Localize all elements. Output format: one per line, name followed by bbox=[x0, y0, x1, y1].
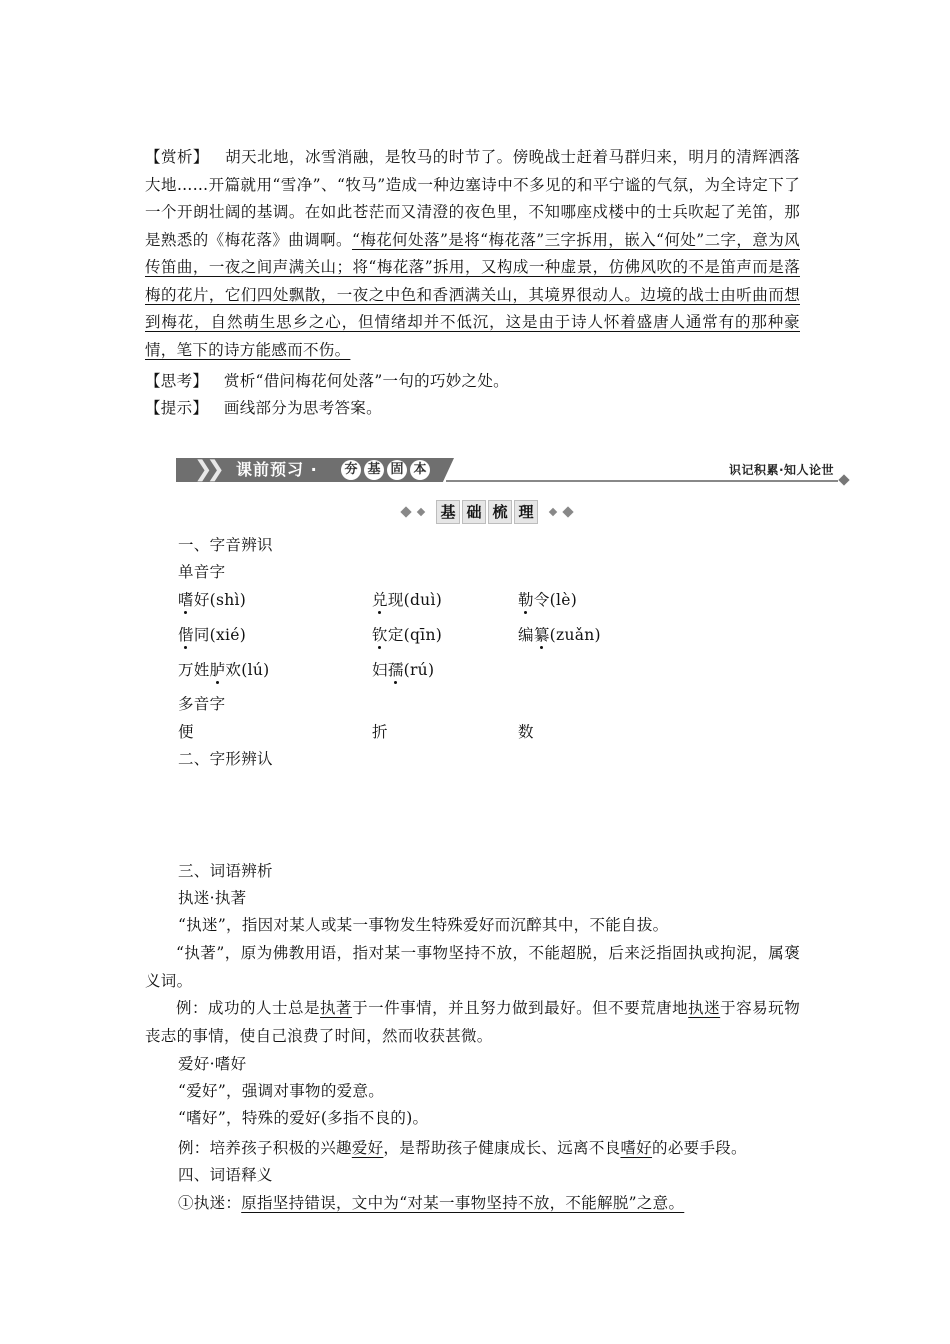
definition-paragraph: “执著”，原为佛教用语，指对某一事物坚持不放，不能超脱，后来泛指固执或拘泥，属褒义词。 bbox=[145, 944, 800, 990]
banner-circle-char: 本 bbox=[410, 460, 430, 480]
thinking-text: 赏析“借问梅花何处落”一句的巧妙之处。 bbox=[223, 372, 509, 390]
hint-label: 【提示】 bbox=[145, 399, 209, 417]
multi-char-item: 折 bbox=[372, 723, 388, 741]
definition-line: “嗜好”，特殊的爱好(多指不良的)。 bbox=[178, 1109, 429, 1127]
banner-rule bbox=[446, 480, 838, 482]
hint-line bbox=[145, 396, 382, 420]
underlined-answer: 原指坚持错误，文中为“对某一事物坚持不放，不能解脱”之意。 bbox=[241, 1194, 685, 1212]
pinyin-item: 偕同(xié) bbox=[178, 626, 247, 644]
section-banner bbox=[176, 456, 848, 486]
definition-line: “爱好”，强调对事物的爱意。 bbox=[178, 1082, 385, 1100]
pinyin-item: 钦定(qīn) bbox=[372, 626, 443, 644]
example-line: 例：培养孩子积极的兴趣爱好，是帮助孩子健康成长、远离不良嗜好的必要手段。 bbox=[178, 1139, 747, 1157]
heading-char: 梳 bbox=[488, 500, 512, 524]
dotted-char: 孺 bbox=[387, 661, 404, 679]
pinyin-item: 妇孺(rú) bbox=[372, 661, 435, 679]
part3-title: 三、词语辨析 bbox=[178, 862, 273, 880]
diamond-icon bbox=[838, 474, 849, 485]
pinyin-item: 万姓胪欢(lú) bbox=[178, 661, 270, 679]
appreciation-paragraph bbox=[145, 144, 800, 364]
appreciation-label: 【赏析】 bbox=[145, 148, 209, 166]
pinyin-item: 嗜好(shì) bbox=[178, 591, 247, 609]
single-char-label: 单音字 bbox=[178, 563, 226, 581]
appreciation-underlined-answer: “梅花何处落”是将“梅花落”三字拆用，嵌入“何处”二字，意为风传笛曲，一夜之间声满关山；将“梅花落”拆用，又构成一种虚景，仿佛风吹的不是笛声而是落梅的花片，它们四处飘散，一夜之中色和香洒满关山，其境界很动人。边境的战士由听曲而想到梅花，自然萌生思乡之心，但情绪却并不低沉，这是由于诗人怀着盛唐人通常有的那种豪情，笔下的诗方能感而不伤。 bbox=[145, 230, 800, 359]
part1-title: 一、字音辨识 bbox=[178, 536, 273, 554]
dotted-char: 偕 bbox=[178, 626, 194, 644]
banner-circle-char: 夯 bbox=[341, 460, 361, 480]
diamond-icon bbox=[549, 508, 557, 516]
multi-char-item: 便 bbox=[178, 723, 194, 741]
thinking-line bbox=[145, 369, 509, 393]
section-heading bbox=[398, 500, 576, 524]
underlined-word: 执著 bbox=[320, 999, 353, 1017]
banner-circle-char: 固 bbox=[387, 460, 407, 480]
part4-title: 四、词语释义 bbox=[178, 1166, 273, 1184]
diamond-icon bbox=[562, 506, 573, 517]
dotted-char: 兑 bbox=[372, 591, 388, 609]
example-paragraph: 例：成功的人士总是执著于一件事情，并且努力做到最好。但不要荒唐地执迷于容易玩物丧志的事情，使自己浪费了时间，然而收获甚微。 bbox=[145, 999, 800, 1045]
thinking-label: 【思考】 bbox=[145, 372, 209, 390]
multi-char-label: 多音字 bbox=[178, 695, 226, 713]
heading-char: 理 bbox=[514, 500, 538, 524]
pinyin-item: 勒令(lè) bbox=[518, 591, 578, 609]
underlined-word: 执迷 bbox=[688, 999, 721, 1017]
item-label: ①执迷： bbox=[178, 1194, 242, 1212]
diamond-icon bbox=[400, 506, 411, 517]
banner-dot: · bbox=[310, 460, 318, 479]
hint-text: 画线部分为思考答案。 bbox=[223, 399, 382, 417]
dotted-char: 钦 bbox=[372, 626, 388, 644]
pinyin-item: 兑现(duì) bbox=[372, 591, 443, 609]
heading-char: 础 bbox=[462, 500, 486, 524]
underlined-word: 爱好 bbox=[351, 1139, 384, 1157]
definition-line: “执迷”，指因对某人或某一事物发生特殊爱好而沉醉其中，不能自拔。 bbox=[178, 916, 669, 934]
part2-title: 二、字形辨认 bbox=[178, 750, 273, 768]
dotted-char: 胪 bbox=[209, 661, 226, 679]
diamond-icon bbox=[417, 508, 425, 516]
pinyin-item: 编纂(zuǎn) bbox=[518, 626, 601, 644]
dotted-char: 纂 bbox=[533, 626, 550, 644]
banner-right-text: 识记积累·知人论世 bbox=[728, 463, 834, 477]
dotted-char: 嗜 bbox=[178, 591, 194, 609]
word-pair-heading: 执迷·执著 bbox=[178, 889, 247, 907]
word-pair-heading: 爱好·嗜好 bbox=[178, 1055, 247, 1073]
appreciation-text: 胡天北地，冰雪消融，是牧马的时节了。傍晚战士赶着马群归来，明月的清辉洒落大地……开篇就用“雪净”、“牧马”造成一种边塞诗中不多见的和平宁谧的气氛，为全诗定下了一个开朗壮阔的基调。在如此苍茫而又清澄的夜色里，不知哪座戍楼中的士兵吹起了羌笛，那是熟悉的《梅花落》曲调啊。 bbox=[145, 148, 800, 249]
chevron-arrows-icon: ❯❯ bbox=[194, 457, 219, 482]
banner-title: 课前预习 bbox=[236, 460, 305, 479]
banner-circle-char: 基 bbox=[364, 460, 384, 480]
underlined-word: 嗜好 bbox=[620, 1139, 653, 1157]
multi-char-item: 数 bbox=[518, 723, 534, 741]
heading-char: 基 bbox=[436, 500, 460, 524]
definition-item bbox=[178, 1191, 684, 1215]
dotted-char: 勒 bbox=[518, 591, 534, 609]
banner-circle-chars bbox=[341, 460, 430, 480]
